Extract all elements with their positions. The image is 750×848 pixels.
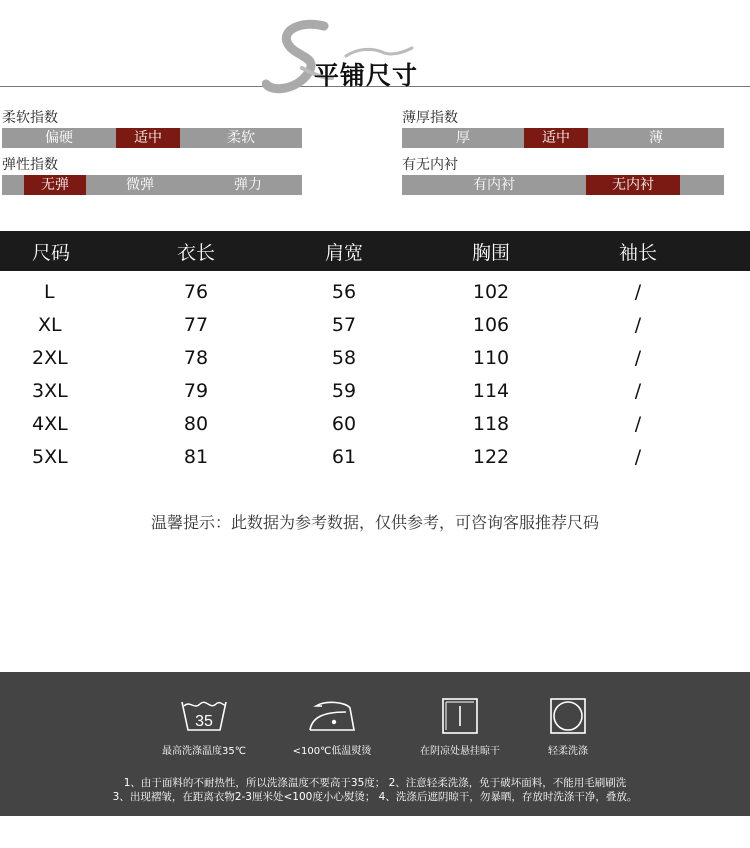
- cell-length: 81: [183, 445, 209, 468]
- care-note-line: 1、由于面料的不耐热性，所以洗涤温度不要高于35度； 2、注意轻柔洗涤，免于破坏面料，不能用毛刷刷洗: [123, 777, 627, 789]
- thickness-option: 薄: [649, 130, 663, 146]
- table-row: [0, 440, 750, 473]
- cell-size: 3XL: [32, 379, 68, 402]
- care-note-line: 3、出现褶皱，在距离衣物2-3厘米处<100度小心熨烫； 4、洗涤后遮阴晾干，勿暴晒，存放时洗涤干净，叠放。: [112, 791, 638, 803]
- elasticity-index: [2, 155, 302, 195]
- cell-sleeve: /: [634, 379, 642, 402]
- thickness-option: 厚: [456, 130, 470, 146]
- care-instructions: [0, 672, 750, 816]
- lining-index-title: 有无内衬: [402, 157, 458, 173]
- cell-chest: 102: [472, 280, 510, 303]
- care-icons: [0, 696, 750, 766]
- elasticity-option: 微弹: [126, 177, 154, 193]
- header-size: 尺码: [32, 241, 71, 264]
- elasticity-index-title: 弹性指数: [2, 157, 58, 173]
- header-length: 衣长: [176, 241, 215, 264]
- softness-bar: [2, 128, 302, 148]
- cell-sleeve: /: [634, 346, 642, 369]
- cell-sleeve: /: [634, 280, 642, 303]
- cell-length: 76: [183, 280, 209, 303]
- cell-length: 77: [183, 313, 209, 336]
- elasticity-option: [2, 175, 24, 195]
- elasticity-option-active: 无弹: [24, 175, 86, 195]
- thickness-index-title: 薄厚指数: [402, 110, 458, 126]
- cell-chest: 106: [472, 313, 510, 336]
- cell-size: XL: [38, 313, 62, 336]
- lining-option: 有内衬: [473, 177, 515, 193]
- wash-temp-number: 35: [195, 713, 213, 730]
- cell-length: 80: [183, 412, 209, 435]
- cell-chest: 114: [472, 379, 510, 402]
- elasticity-bar: [2, 175, 302, 195]
- size-table-body: [0, 271, 750, 473]
- lining-bar: [402, 175, 724, 195]
- care-label: <100℃低温熨烫: [292, 746, 372, 757]
- cell-size: 4XL: [32, 412, 68, 435]
- softness-index: [2, 108, 302, 148]
- thickness-bar: [402, 128, 724, 148]
- header-sleeve: 袖长: [618, 241, 657, 264]
- cell-chest: 122: [472, 445, 510, 468]
- cell-length: 79: [183, 379, 209, 402]
- header-shoulder: 肩宽: [324, 241, 363, 264]
- cell-shoulder: 56: [331, 280, 357, 303]
- table-row: [0, 374, 750, 407]
- softness-option-active: 适中: [116, 128, 180, 148]
- care-item-wash: [144, 696, 264, 757]
- softness-index-title: 柔软指数: [2, 110, 58, 126]
- care-label: 最高洗涤温度35℃: [162, 746, 246, 757]
- cell-shoulder: 61: [331, 445, 357, 468]
- table-row: [0, 308, 750, 341]
- table-row: [0, 341, 750, 374]
- table-row: [0, 407, 750, 440]
- table-row: [0, 275, 750, 308]
- cell-size: L: [44, 280, 55, 303]
- cell-shoulder: 57: [331, 313, 357, 336]
- dry-shade-icon: [440, 696, 480, 736]
- gentle-wash-icon: [548, 696, 588, 736]
- size-table-header: [0, 231, 750, 271]
- thickness-option-active: 适中: [524, 128, 588, 148]
- size-tip: 温馨提示：此数据为参考数据，仅供参考，可咨询客服推荐尺码: [150, 513, 599, 532]
- iron-low-icon: [302, 696, 362, 736]
- care-label: 轻柔洗涤: [548, 746, 588, 757]
- thickness-index: [402, 108, 724, 148]
- elasticity-option: 弹力: [234, 177, 262, 193]
- cell-size: 5XL: [32, 445, 68, 468]
- cell-length: 78: [183, 346, 209, 369]
- page-title: 平铺尺寸: [314, 61, 419, 90]
- wash-35-icon: [178, 696, 230, 736]
- cell-chest: 110: [472, 346, 510, 369]
- care-label: 在阴凉处悬挂晾干: [420, 746, 500, 757]
- cell-chest: 118: [472, 412, 510, 435]
- cell-shoulder: 60: [331, 412, 357, 435]
- size-table: [0, 231, 750, 473]
- cell-sleeve: /: [634, 445, 642, 468]
- care-item-iron: [272, 696, 392, 757]
- softness-option: 偏硬: [45, 130, 73, 146]
- lining-index: [402, 155, 724, 195]
- cell-sleeve: /: [634, 313, 642, 336]
- softness-option: 柔软: [227, 130, 255, 146]
- cell-shoulder: 59: [331, 379, 357, 402]
- cell-shoulder: 58: [331, 346, 357, 369]
- care-item-gentle: [508, 696, 628, 757]
- care-notes: [0, 776, 750, 804]
- lining-option: [680, 175, 724, 195]
- care-item-dry: [400, 696, 520, 757]
- cell-size: 2XL: [32, 346, 68, 369]
- cell-sleeve: /: [634, 412, 642, 435]
- header-chest: 胸围: [471, 241, 510, 264]
- lining-option-active: 无内衬: [586, 175, 680, 195]
